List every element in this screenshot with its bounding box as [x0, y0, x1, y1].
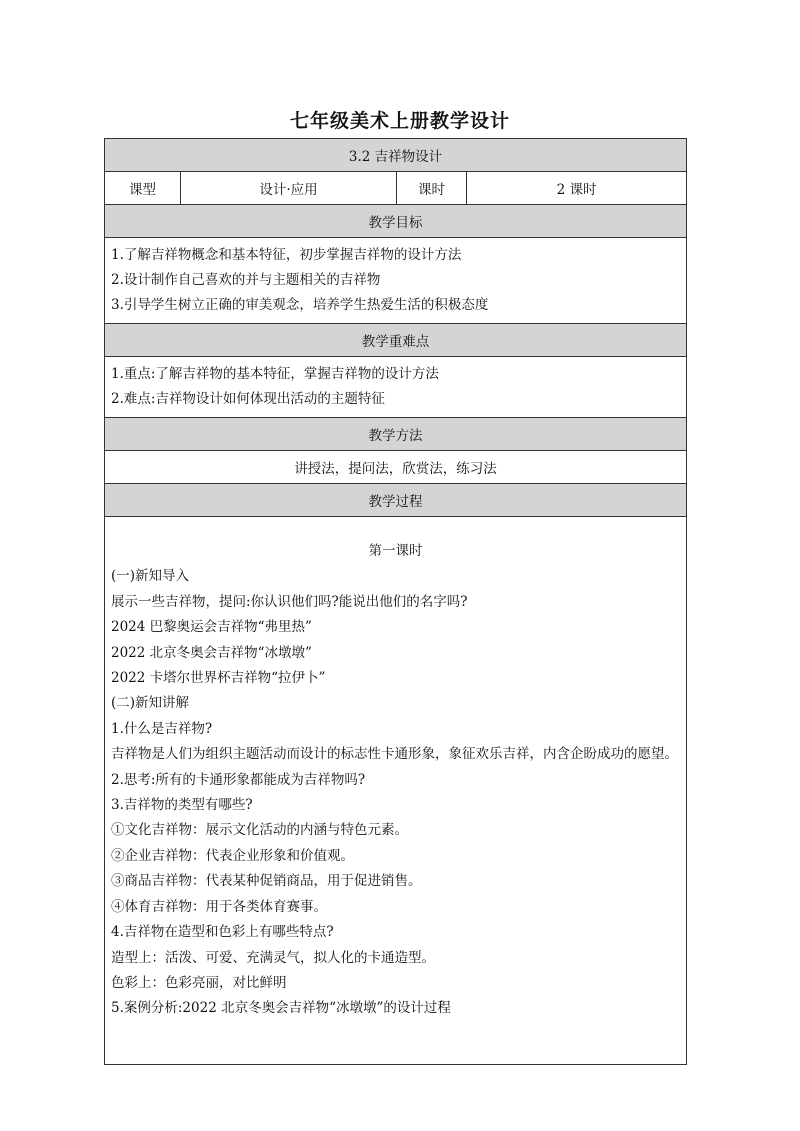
process-line: 3.吉祥物的类型有哪些? — [111, 797, 253, 814]
document-title: 七年级美术上册教学设计 — [289, 110, 510, 132]
process-content — [105, 517, 687, 1065]
process-line: (一)新知导入 — [111, 568, 190, 585]
lesson-info-row — [105, 172, 687, 205]
session-title: 第一课时 — [368, 543, 423, 559]
lesson-title: 3.2 吉祥物设计 — [105, 139, 687, 172]
objective-item: 1.了解吉祥物概念和基本特征，初步掌握吉祥物的设计方法 — [111, 247, 462, 263]
hours-value: 2 课时 — [467, 172, 687, 205]
process-line: 2.思考:所有的卡通形象都能成为吉祥物吗? — [111, 771, 366, 788]
objective-item: 2.设计制作自己喜欢的并与主题相关的吉祥物 — [111, 272, 381, 288]
process-line: 色彩上：色彩亮丽，对比鲜明 — [111, 974, 287, 991]
key-points-heading: 教学重难点 — [105, 324, 687, 357]
process-line: ③商品吉祥物：代表某种促销商品，用于促进销售。 — [111, 873, 422, 890]
process-line: 2022 北京冬奥会吉祥物“冰墩墩” — [111, 644, 312, 661]
process-line: 2024 巴黎奥运会吉祥物“弗里热” — [111, 619, 312, 636]
process-line: ②企业吉祥物：代表企业形象和价值观。 — [111, 847, 354, 864]
process-line: 5.案例分析:2022 北京冬奥会吉祥物“冰墩墩”的设计过程 — [111, 1000, 451, 1017]
process-heading: 教学过程 — [105, 484, 687, 517]
process-line: 4.吉祥物在造型和色彩上有哪些特点? — [111, 924, 334, 941]
methods-heading: 教学方法 — [105, 418, 687, 451]
objectives-list — [105, 238, 687, 324]
process-line: ①文化吉祥物：展示文化活动的内涵与特色元素。 — [111, 822, 408, 839]
process-line: 展示一些吉祥物，提问:你认识他们吗?能说出他们的名字吗? — [111, 593, 468, 610]
type-value: 设计·应用 — [181, 172, 397, 205]
key-point-item: 2.难点:吉祥物设计如何体现出活动的主题特征 — [111, 391, 385, 407]
process-line: 2022 卡塔尔世界杯吉祥物“拉伊卜” — [111, 670, 326, 687]
methods-text: 讲授法，提问法，欣赏法，练习法 — [105, 451, 687, 484]
process-line: 吉祥物是人们为组织主题活动而设计的标志性卡通形象，象征欢乐吉祥，内含企盼成功的愿望。 — [111, 746, 678, 763]
hours-label: 课时 — [397, 172, 467, 205]
process-line: 造型上：活泼、可爱、充满灵气，拟人化的卡通造型。 — [111, 949, 435, 966]
key-point-item: 1.重点:了解吉祥物的基本特征，掌握吉祥物的设计方法 — [111, 366, 439, 382]
lesson-plan-table — [104, 138, 687, 1065]
objectives-heading: 教学目标 — [105, 205, 687, 238]
process-line: 1.什么是吉祥物? — [111, 720, 213, 737]
process-line: ④体育吉祥物：用于各类体育赛事。 — [111, 898, 327, 915]
process-line: (二)新知讲解 — [111, 695, 190, 712]
key-points-list — [105, 357, 687, 418]
objective-item: 3.引导学生树立正确的审美观念，培养学生热爱生活的积极态度 — [111, 297, 489, 313]
type-label: 课型 — [105, 172, 181, 205]
